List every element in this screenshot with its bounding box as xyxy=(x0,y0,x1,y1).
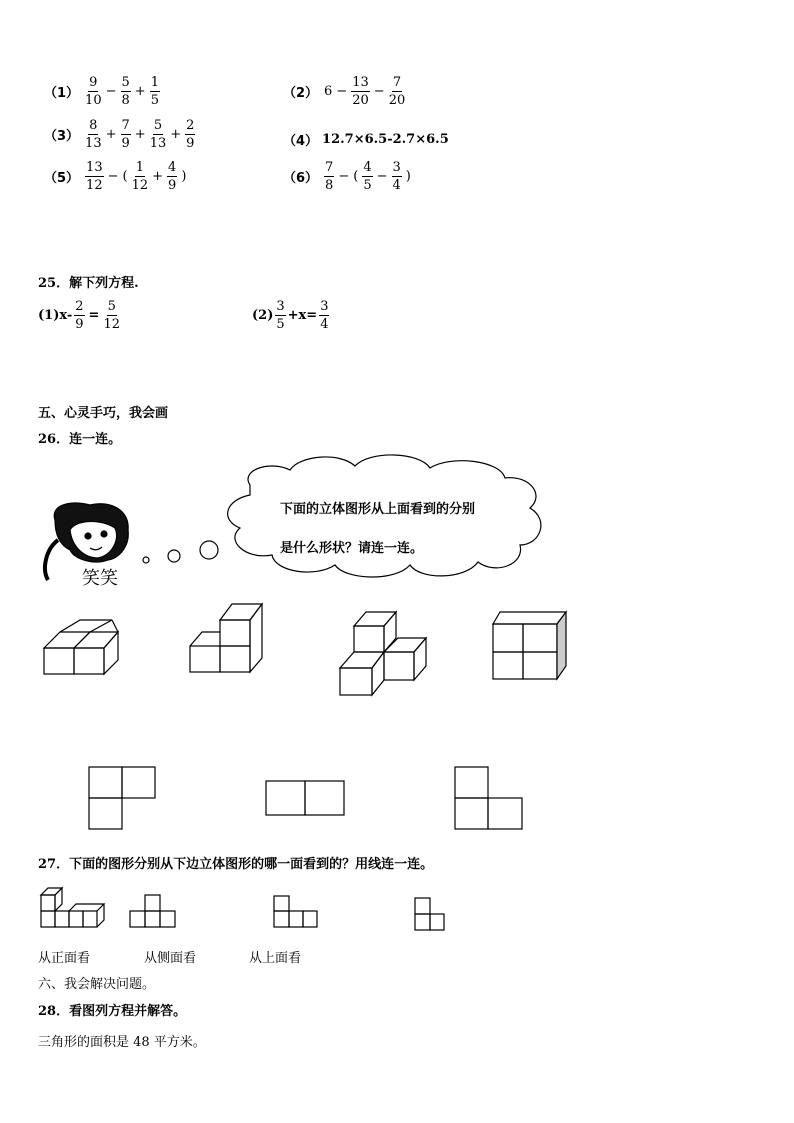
fraction: $\frac{8}{13}$ xyxy=(85,118,102,151)
thought-bubble-large xyxy=(200,541,218,559)
q26-view-reverseL xyxy=(455,767,522,829)
q26-solid-2 xyxy=(190,604,262,672)
calc-q2: （2） 6 − $\frac{13}{20}$ − $\frac{7}{20}$ xyxy=(283,75,406,108)
calc-q1: （1） $\frac{9}{10}$ − $\frac{5}{8}$ + $\frac{1}{5}$ xyxy=(44,75,159,108)
fraction: $\frac{13}{12}$ xyxy=(86,160,103,193)
fraction: $\frac{9}{10}$ xyxy=(85,75,102,108)
q27-view-top xyxy=(415,898,444,930)
calc-q5: （5） $\frac{13}{12}$ − ( $\frac{1}{12}$ + $\frac{4}{9}$ ) xyxy=(44,160,187,193)
q28-title: 28．看图列方程并解答。 xyxy=(38,1004,187,1019)
calc-q6: （6） $\frac{7}{8}$ − ( $\frac{4}{5}$ − $\frac{3}{4}$ ) xyxy=(283,160,411,193)
calc-q4: （4） 12.7×6.5-2.7×6.5 xyxy=(283,132,449,149)
q25-equation-2: (2) $\frac{3}{5}$ +x= $\frac{3}{4}$ xyxy=(252,299,329,332)
q27-view-front xyxy=(130,895,175,927)
fraction: $\frac{2}{9}$ xyxy=(186,118,195,151)
q26-solid-1 xyxy=(44,620,118,674)
q27-title: 27．下面的图形分别从下边立体图形的哪一面看到的？用线连一连。 xyxy=(38,857,434,872)
fraction: $\frac{13}{20}$ xyxy=(352,75,369,108)
fraction: $\frac{7}{8}$ xyxy=(325,160,334,193)
fraction: $\frac{5}{12}$ xyxy=(103,299,120,332)
thought-bubble-mid xyxy=(168,550,180,562)
q27-view-label-front: 从正面看 xyxy=(38,951,91,966)
fraction: $\frac{7}{20}$ xyxy=(388,75,406,108)
fraction: $\frac{3}{5}$ xyxy=(276,299,285,332)
section-5-heading: 五、心灵手巧，我会画 xyxy=(38,406,169,421)
fraction: $\frac{4}{9}$ xyxy=(168,160,177,193)
q28-text: 三角形的面积是 48 平方米。 xyxy=(38,1035,206,1050)
q26-solid-4 xyxy=(493,612,566,679)
fraction: $\frac{7}{9}$ xyxy=(121,118,130,151)
fraction: $\frac{5}{13}$ xyxy=(149,118,167,151)
bubble-text-line-2: 是什么形状？请连一连。 xyxy=(280,541,424,556)
fraction: $\frac{1}{5}$ xyxy=(150,75,159,108)
q27-solid xyxy=(41,888,104,927)
fraction: $\frac{2}{9}$ xyxy=(75,299,84,332)
thought-bubble-small xyxy=(143,557,149,563)
bubble-text-line-1: 下面的立体图形从上面看到的分别 xyxy=(280,502,476,517)
q26-view-L xyxy=(89,767,155,829)
q25-equation-1: (1)x- $\frac{2}{9}$ = $\frac{5}{12}$ xyxy=(38,299,120,332)
q26-title: 26．连一连。 xyxy=(38,432,122,447)
section-6-heading: 六、我会解决问题。 xyxy=(38,977,156,992)
q27-view-side xyxy=(274,896,317,927)
girl-name: 笑笑 xyxy=(82,568,118,589)
calc-q3: （3） $\frac{8}{13}$ + $\frac{7}{9}$ + $\frac{5}{13}$ + $\frac{2}{9}$ xyxy=(44,118,195,151)
fraction: $\frac{3}{4}$ xyxy=(320,299,329,332)
fraction: $\frac{1}{12}$ xyxy=(131,160,149,193)
fraction: $\frac{5}{8}$ xyxy=(121,75,130,108)
q27-view-label-side: 从侧面看 xyxy=(144,951,197,966)
fraction: $\frac{4}{5}$ xyxy=(363,160,372,193)
q26-view-two xyxy=(266,781,344,815)
q27-view-label-top: 从上面看 xyxy=(249,951,302,966)
fraction: $\frac{3}{4}$ xyxy=(392,160,401,193)
q26-solid-3 xyxy=(340,612,426,695)
q25-title: 25．解下列方程. xyxy=(38,276,139,291)
